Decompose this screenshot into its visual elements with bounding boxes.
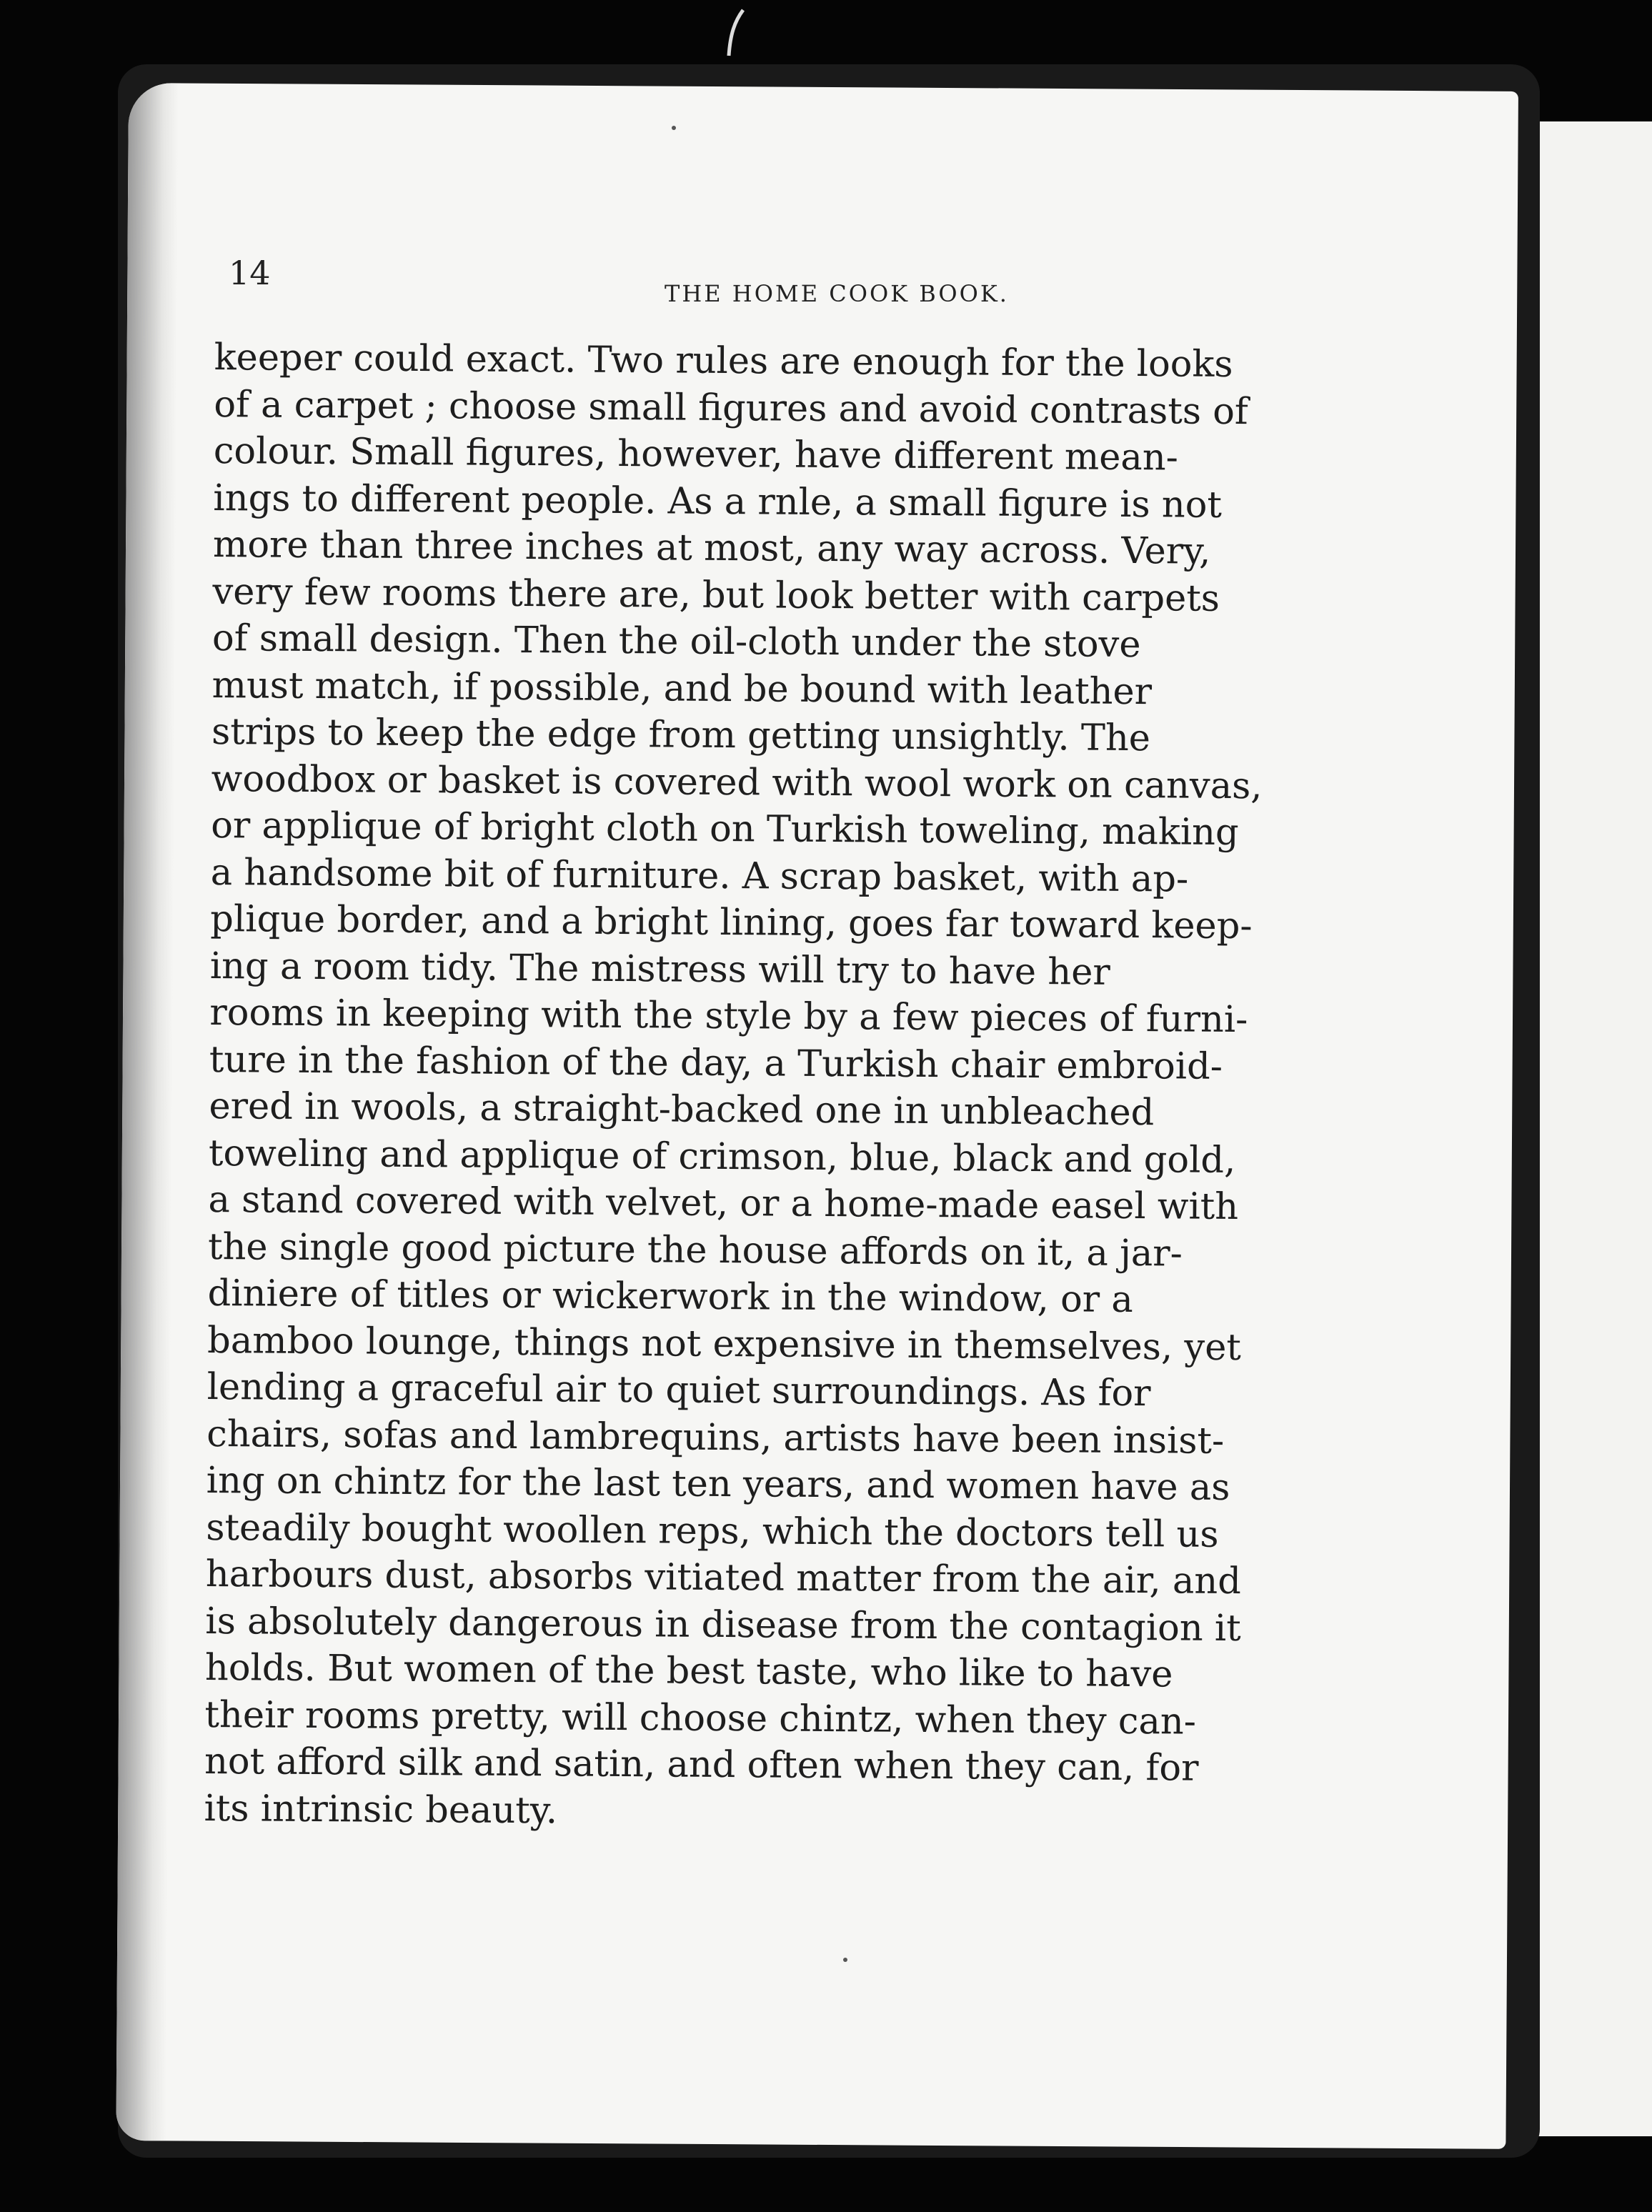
text-line: steadily bought woollen reps, which the doctors tell us [206,1506,1219,1556]
text-line: woodbox or basket is covered with wool work on canvas, [211,757,1263,807]
scan-speck [843,1958,847,1962]
text-line: more than three inches at most, any way across. Very, [212,523,1211,573]
scan-mark [715,6,757,63]
page-number: 14 [229,254,271,292]
text-line: bamboo lounge, things not expensive in themselves, yet [206,1319,1242,1369]
text-line: of a carpet ; choose small figures and avoid contrasts of [214,383,1249,433]
text-line: plique border, and a bright lining, goes far toward keep- [210,897,1253,948]
text-line: must match, if possible, and be bound with leather [212,664,1153,713]
text-line: ing on chintz for the last ten years, and women have as [206,1459,1230,1509]
text-line: is absolutely dangerous in disease from the contagion it [205,1600,1241,1650]
text-line: the single good picture the house affords on it, a jar- [207,1225,1183,1275]
body-text [204,334,1263,1838]
text-line: strips to keep the edge from getting unsightly. The [211,710,1151,760]
text-line: a handsome bit of furniture. A scrap basket, with ap- [210,851,1189,901]
text-line: its intrinsic beauty. [204,1787,558,1832]
text-line: harbours dust, absorbs vitiated matter from the air, and [205,1553,1242,1603]
text-line: a stand covered with velvet, or a home-made easel with [208,1178,1239,1229]
text-line: ture in the fashion of the day, a Turkish chair embroid- [209,1038,1223,1088]
text-line: keeper could exact. Two rules are enough for the looks [214,336,1233,386]
text-line: ings to different people. As a rnle, a small figure is not [213,477,1223,527]
text-line: diniere of titles or wickerwork in the window, or a [207,1272,1133,1322]
text-line: not afford silk and satin, and often when they can, for [204,1740,1199,1790]
running-head: THE HOME COOK BOOK. [665,280,1009,307]
text-line: toweling and applique of crimson, blue, black and gold, [208,1132,1236,1182]
text-line: ing a room tidy. The mistress will try to have her [209,945,1111,994]
text-line: or applique of bright cloth on Turkish toweling, making [210,804,1239,855]
text-line: lending a graceful air to quiet surroundings. As for [206,1365,1151,1415]
text-line: holds. But women of the best taste, who like to have [204,1646,1173,1696]
text-line: of small design. Then the oil-cloth under the stove [212,617,1141,667]
text-line: very few rooms there are, but look better with carpets [212,570,1220,620]
text-line: their rooms pretty, will choose chintz, when they can- [204,1693,1197,1743]
text-line: rooms in keeping with the style by a few pieces of furni- [209,991,1248,1042]
text-line: ered in wools, a straight-backed one in unbleached [209,1085,1155,1135]
text-line: chairs, sofas and lambrequins, artists have been insist- [206,1413,1225,1463]
scan-speck [672,126,676,130]
text-line: colour. Small figures, however, have different mean- [213,429,1179,479]
